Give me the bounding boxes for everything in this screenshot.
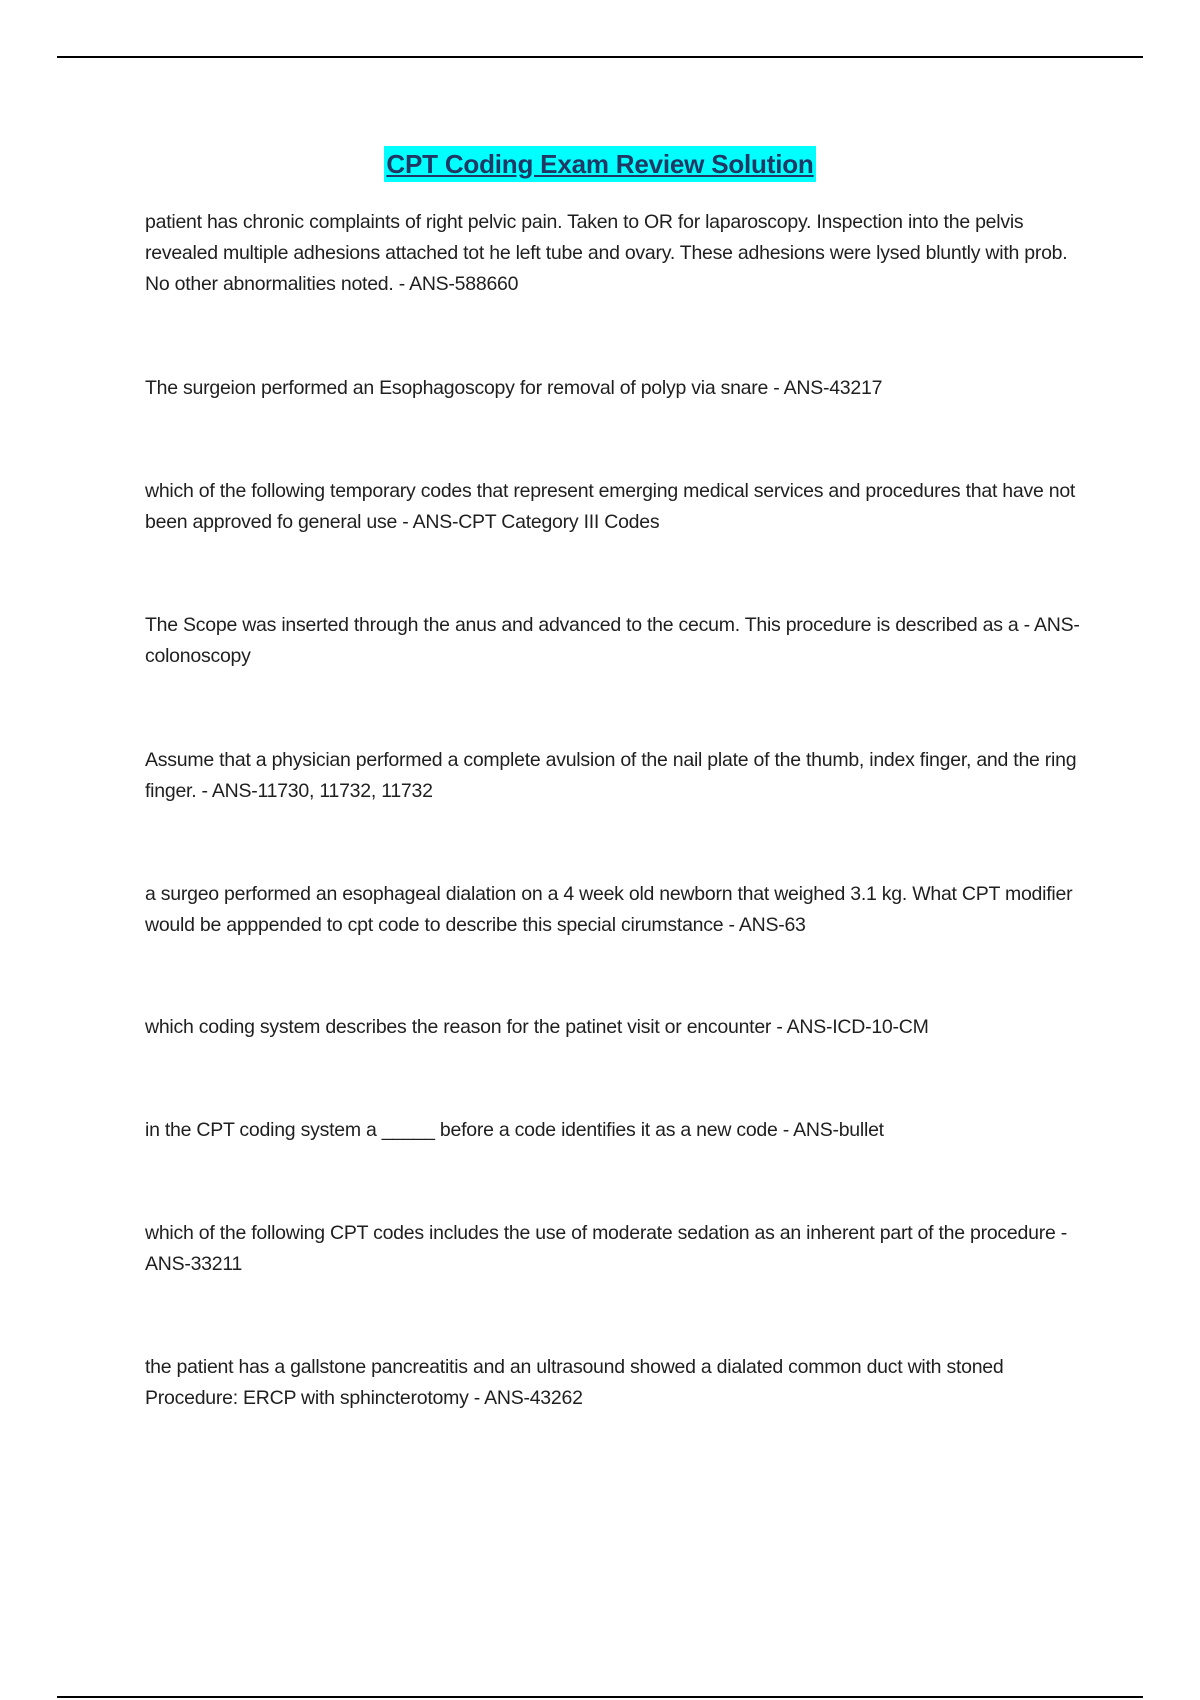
page-title: CPT Coding Exam Review Solution (384, 146, 815, 182)
qa-item-3: which of the following temporary codes that represent emerging medical services and procedures that have not been approved fo general use - ANS-CPT Category III Codes (145, 480, 1076, 533)
header-divider (57, 56, 1143, 58)
qa-item-10: the patient has a gallstone pancreatitis and an ultrasound showed a dialated common duct with stoned Procedure: ERCP with sphincterotomy - ANS-43262 (145, 1356, 1004, 1409)
footer-divider (57, 1696, 1143, 1698)
qa-item-2: The surgeion performed an Esophagoscopy for removal of polyp via snare - ANS-43217 (145, 377, 883, 399)
qa-item-4: The Scope was inserted through the anus and advanced to the cecum. This procedure is described as a - ANS-colonoscopy (145, 614, 1080, 667)
qa-item-6: a surgeo performed an esophageal dialation on a 4 week old newborn that weighed 3.1 kg. What CPT modifier would be apppended to cpt code to describe this special cirumstance - ANS-63 (145, 883, 1073, 936)
qa-item-5: Assume that a physician performed a complete avulsion of the nail plate of the thumb, index finger, and the ring finger. - ANS-11730, 11732, 11732 (145, 749, 1077, 802)
qa-item-8: in the CPT coding system a _____ before a code identifies it as a new code - ANS-bullet (145, 1119, 884, 1141)
qa-item-7: which coding system describes the reason for the patinet visit or encounter - ANS-ICD-10-CM (145, 1016, 929, 1038)
qa-item-9: which of the following CPT codes includes the use of moderate sedation as an inherent part of the procedure - ANS-33211 (145, 1222, 1067, 1275)
qa-item-1: patient has chronic complaints of right pelvic pain. Taken to OR for laparoscopy. Inspection into the pelvis revealed multiple adhesions attached tot he left tube and ovary. These adhesions were lysed bluntly with prob. No other abnormalities noted. - ANS-588660 (145, 211, 1068, 295)
title-container (0, 146, 1200, 182)
